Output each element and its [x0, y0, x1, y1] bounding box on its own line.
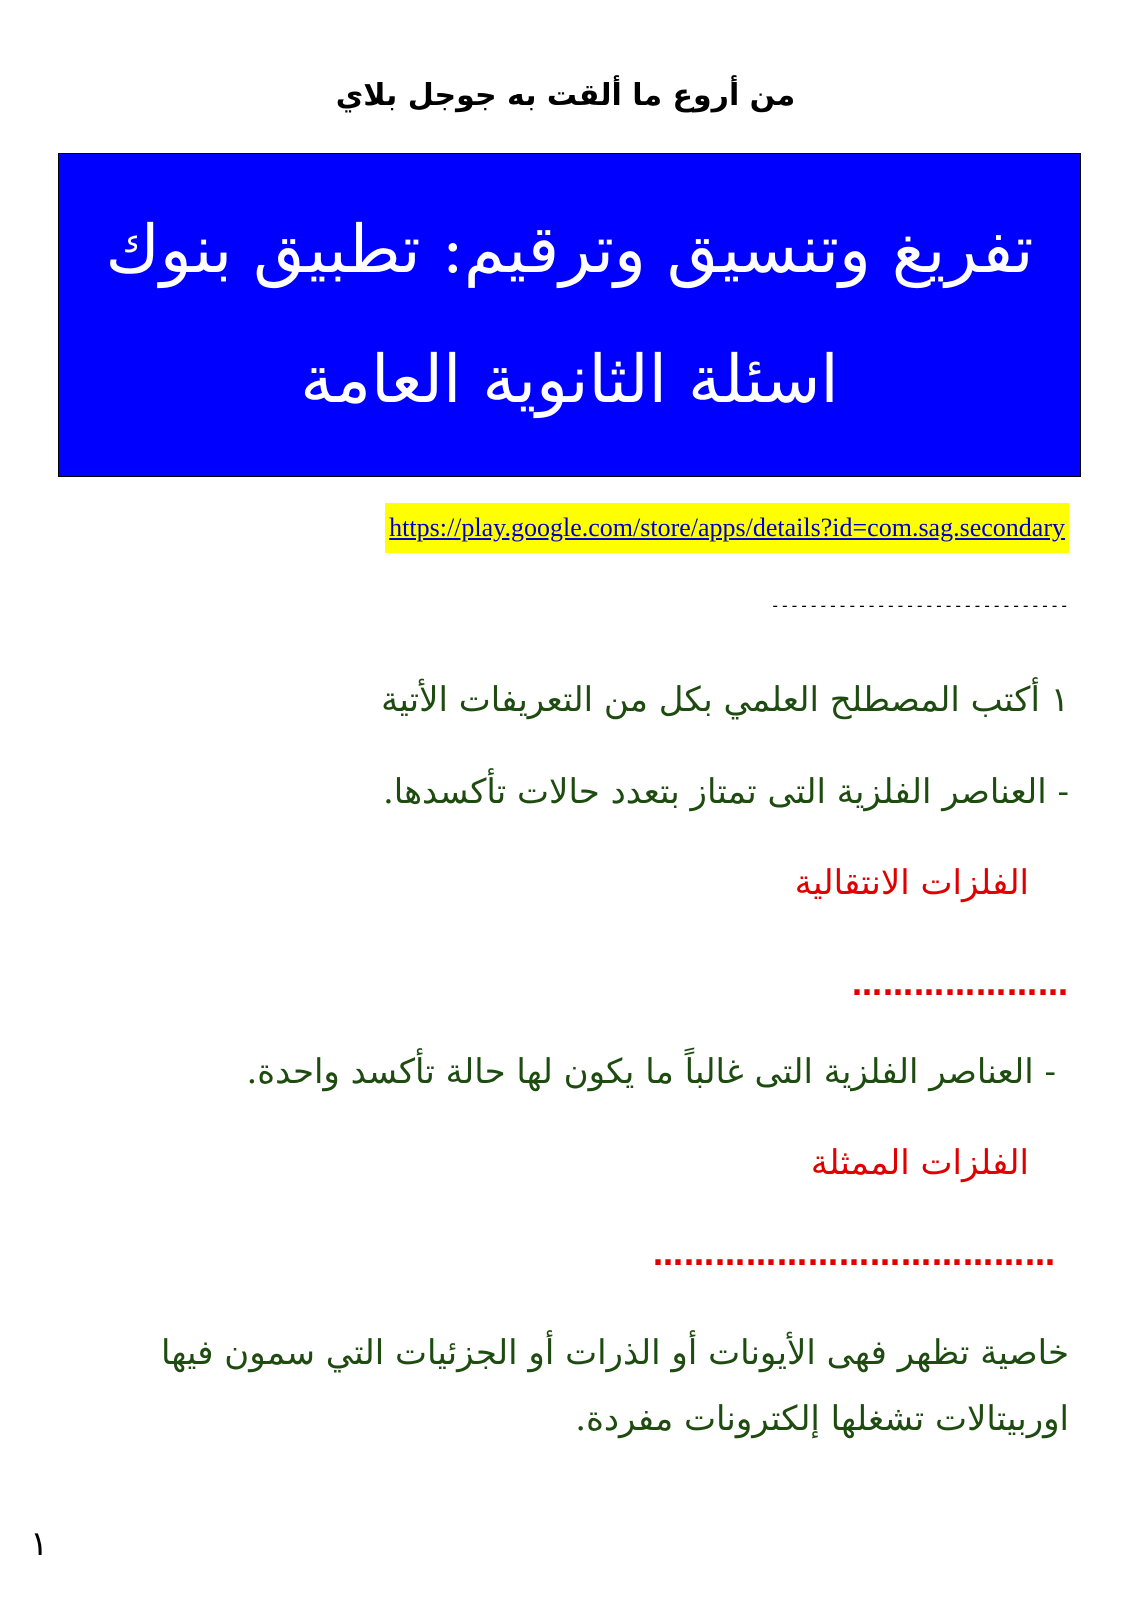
title-banner: [58, 153, 1081, 477]
page-number: ١: [30, 1524, 49, 1564]
banner-title: تفريغ وتنسيق وترقيم: تطبيق بنوك اسئلة الثانوية العامة: [105, 211, 1034, 418]
separator-line: -------------------------------: [770, 596, 1069, 615]
answer-dots-2: …………………………………: [653, 1238, 1056, 1273]
play-store-link[interactable]: https://play.google.com/store/apps/details?id=com.sag.secondary: [389, 513, 1065, 542]
definition-1: - العناصر الفلزية التى تمتاز بتعدد حالات تأكسدها.: [382, 772, 1069, 812]
definition-2: - العناصر الفلزية التى غالباً ما يكون لها حالة تأكسد واحدة.: [246, 1052, 1056, 1092]
definition-paragraph: خاصية تظهر فهى الأيونات أو الذرات أو الجزئيات التي سمون فيها اوربيتالات تشغلها إلكترونات مفردة.: [160, 1333, 1069, 1439]
answer-dots-1: …………………: [852, 968, 1069, 1003]
question-title: ١ أكتب المصطلح العلمي بكل من التعريفات الأتية: [381, 680, 1069, 720]
answer-1: الفلزات الانتقالية: [794, 863, 1029, 903]
header-text: من أروع ما ألقت به جوجل بلاي: [335, 78, 796, 113]
answer-2: الفلزات الممثلة: [810, 1143, 1029, 1183]
link-highlight[interactable]: [385, 503, 1069, 553]
